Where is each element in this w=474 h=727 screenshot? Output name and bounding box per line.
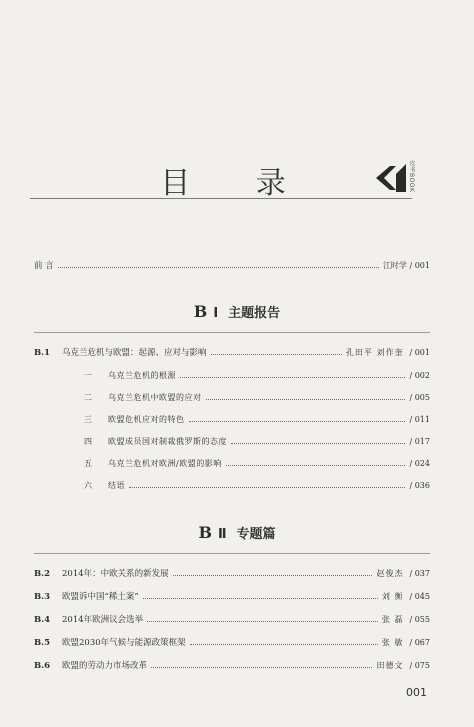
- dot-leader: [58, 266, 379, 268]
- subentry-page: / 036: [409, 481, 430, 490]
- subentry-title: 欧盟危机应对的特色: [108, 415, 185, 424]
- dot-leader: [190, 643, 378, 645]
- toc-subentry[interactable]: 六 结语 / 036: [34, 478, 430, 494]
- subentry-page: / 005: [409, 393, 430, 402]
- entry-title: 2014年欧洲议会选举: [62, 615, 144, 625]
- section-rule-1: [34, 332, 430, 333]
- entry-code: B.5: [34, 638, 51, 648]
- title-rule: [30, 198, 412, 199]
- dot-leader: [211, 353, 342, 355]
- section-rule-2: [34, 553, 430, 554]
- entry-ref: 张 敏 / 067: [381, 638, 430, 647]
- dot-leader: [189, 420, 406, 422]
- toc-entry[interactable]: [34, 658, 430, 674]
- dot-leader: [180, 376, 405, 378]
- toc-preface[interactable]: [34, 258, 430, 274]
- subentry-page: / 002: [409, 371, 430, 380]
- toc-entry-b1[interactable]: [34, 345, 430, 361]
- entry-code: B.1: [34, 348, 51, 358]
- toc-subentry[interactable]: 五 乌克兰危机对欧洲/欧盟的影响 / 024: [34, 456, 430, 472]
- section-heading-1: B Ⅰ 主题报告: [193, 302, 281, 321]
- entry-title: 欧盟的劳动力市场改革: [62, 661, 148, 671]
- dot-leader: [143, 597, 378, 599]
- toc-entry[interactable]: [34, 612, 430, 628]
- subentry-page: / 017: [409, 437, 430, 446]
- subentry-title: 乌克兰危机对欧洲/欧盟的影响: [108, 459, 222, 468]
- entry-code: B.4: [34, 615, 51, 625]
- toc-subentry[interactable]: 一 乌克兰危机的根源 / 002: [34, 368, 430, 384]
- section-heading-2: B Ⅱ 专题篇: [198, 523, 276, 542]
- entry-code: B.3: [34, 592, 51, 602]
- toc-subentry[interactable]: 二 乌克兰危机中欧盟的应对 / 005: [34, 390, 430, 406]
- toc-subentry[interactable]: 三 欧盟危机应对的特色 / 011: [34, 412, 430, 428]
- subentry-title: 欧盟成员国对制裁俄罗斯的态度: [108, 437, 227, 446]
- toc-entry[interactable]: [34, 635, 430, 651]
- dot-leader: [231, 442, 405, 444]
- entry-code: B.2: [34, 569, 51, 579]
- dot-leader: [206, 398, 406, 400]
- entry-title: 欧盟诉中国“稀土案”: [62, 592, 139, 602]
- entry-ref: 孔田平 刘作奎 / 001: [345, 348, 430, 357]
- entry-ref: 田德文 / 075: [376, 661, 430, 670]
- dot-leader: [147, 620, 378, 622]
- page-number: 001: [406, 686, 427, 699]
- toc-entry[interactable]: [34, 589, 430, 605]
- dot-leader: [151, 666, 372, 668]
- entry-ref: 赵俊杰 / 037: [376, 569, 430, 578]
- bluebook-logo-text: 皮书BOOK: [408, 160, 415, 193]
- preface-label: 前 言: [34, 261, 54, 271]
- dot-leader: [173, 574, 373, 576]
- entry-ref: 张 磊 / 055: [381, 615, 430, 624]
- subentry-title: 结语: [108, 481, 125, 490]
- toc-subentry[interactable]: 四 欧盟成员国对制裁俄罗斯的态度 / 017: [34, 434, 430, 450]
- preface-ref: 江时学 / 001: [382, 261, 430, 270]
- dot-leader: [226, 464, 406, 466]
- entry-title: 乌克兰危机与欧盟：起源、应对与影响: [62, 348, 207, 358]
- subentry-title: 乌克兰危机中欧盟的应对: [108, 393, 202, 402]
- entry-title: 欧盟2030年气候与能源政策框架: [62, 638, 186, 648]
- entry-ref: 刘 衡 / 045: [381, 592, 430, 601]
- entry-title: 2014年：中欧关系的新发展: [62, 569, 169, 579]
- subentry-page: / 011: [409, 415, 430, 424]
- entry-code: B.6: [34, 661, 51, 671]
- dot-leader: [129, 486, 405, 488]
- subentry-page: / 024: [409, 459, 430, 468]
- subentry-title: 乌克兰危机的根源: [108, 371, 176, 380]
- toc-entry[interactable]: [34, 566, 430, 582]
- page-title: 目 录: [160, 166, 314, 201]
